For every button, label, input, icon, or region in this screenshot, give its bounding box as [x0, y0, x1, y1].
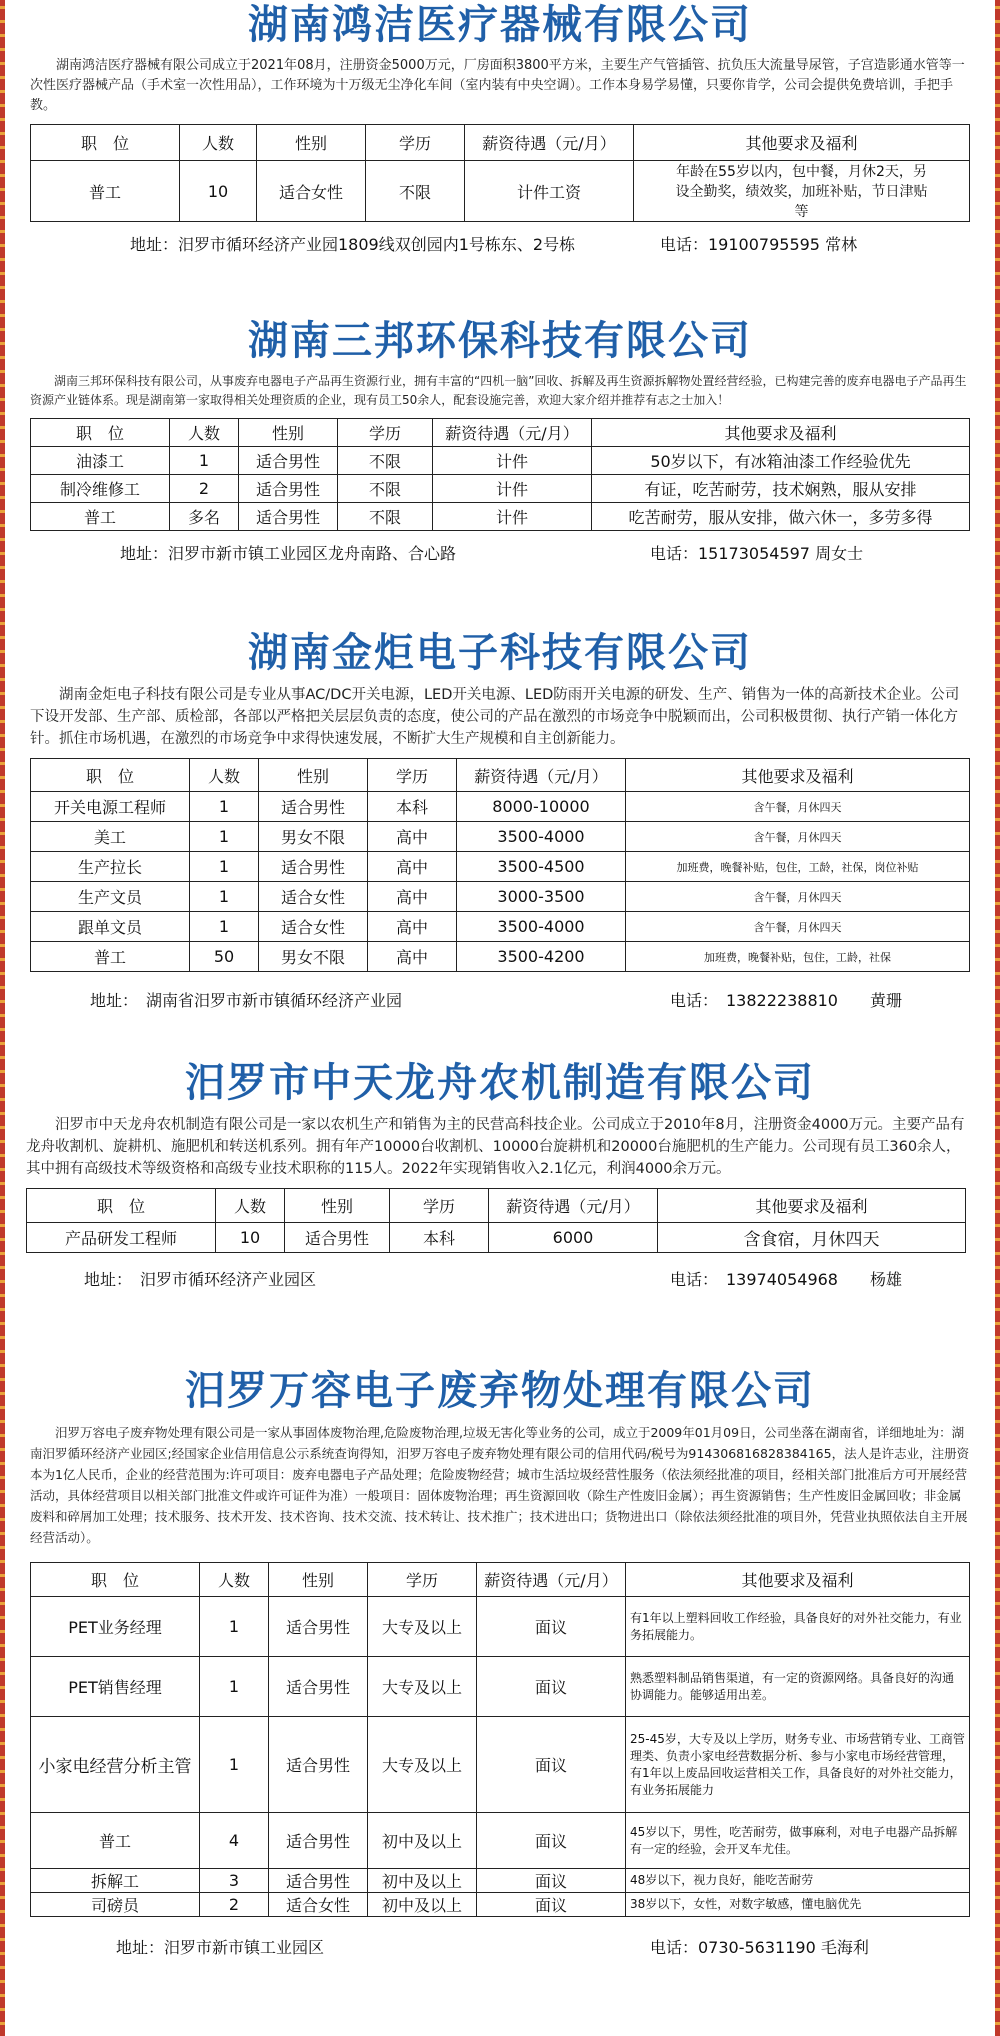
cell-gender: 适合男性: [239, 503, 338, 531]
company-section-4: [20, 1058, 980, 1291]
cell-benefits: 含食宿，月休四天: [658, 1223, 966, 1253]
company-title: 湖南三邦环保科技有限公司: [248, 318, 752, 364]
cell-benefits: 38岁以下，女性，对数字敏感，懂电脑优先: [626, 1893, 970, 1917]
cell-salary: 面议: [477, 1597, 626, 1657]
cell-education: 本科: [368, 792, 457, 822]
cell-education: 不限: [338, 475, 433, 503]
cell-benefits: 熟悉塑料制品销售渠道，有一定的资源网络。具备良好的沟通协调能力。能够适用出差。: [626, 1657, 970, 1717]
col-header-education: 学历: [390, 1189, 489, 1223]
cell-position: 开关电源工程师: [31, 792, 190, 822]
cell-position: 产品研发工程师: [27, 1223, 216, 1253]
address-text: 地址： 汨罗市循环经济产业园区: [84, 1270, 317, 1289]
cell-education: 高中: [368, 822, 457, 852]
table-row: [31, 792, 970, 822]
cell-position: 拆解工: [31, 1869, 200, 1893]
cell-salary: 计件工资: [465, 161, 634, 222]
cell-salary: 计件: [433, 503, 592, 531]
cell-salary: 计件: [433, 447, 592, 475]
cell-education: 初中及以上: [368, 1813, 477, 1869]
cell-position: 小家电经营分析主管: [31, 1717, 200, 1813]
cell-gender: 男女不限: [259, 822, 368, 852]
col-header-education: 学历: [368, 759, 457, 792]
contact-line: [20, 1267, 980, 1291]
col-header-count: 人数: [200, 1563, 269, 1597]
phone-text: 电话： 13974054968 杨雄: [670, 1270, 902, 1289]
cell-position: 普工: [31, 503, 170, 531]
decorative-border-right: [995, 0, 1000, 2036]
cell-count: 50: [190, 942, 259, 972]
col-header-position: 职 位: [31, 1563, 200, 1597]
table-row: [31, 1657, 970, 1717]
cell-position: 油漆工: [31, 447, 170, 475]
cell-gender: 适合男性: [269, 1597, 368, 1657]
company-title: 汨罗市中天龙舟农机制造有限公司: [185, 1060, 815, 1106]
table-row: [31, 882, 970, 912]
table-row: [31, 822, 970, 852]
company-section-1: [20, 0, 980, 256]
table-row: [31, 1893, 970, 1917]
cell-position: 生产文员: [31, 882, 190, 912]
company-intro: 湖南鸿洁医疗器械有限公司成立于2021年08月，注册资金5000万元，厂房面积3800平方米，主要生产气管插管、抗负压大流量导尿管，子宫造影通水管等一次性医疗器械产品（手术室一次性用品），工作环境为十万级无尘净化车间（室内装有中央空调）。工作本身易学易懂，只要你肯学，公司会提供免费培训，手把手教。: [30, 58, 965, 113]
company-section-5: [20, 1366, 980, 1959]
cell-count: 2: [170, 475, 239, 503]
cell-salary: 3000-3500: [457, 882, 626, 912]
cell-education: 初中及以上: [368, 1869, 477, 1893]
cell-position: 普工: [31, 161, 180, 222]
jobs-table: [30, 1562, 970, 1917]
table-row: [31, 503, 970, 531]
cell-position: 司磅员: [31, 1893, 200, 1917]
phone-text: 电话：15173054597 周女士: [650, 544, 864, 563]
cell-benefits: 含午餐，月休四天: [626, 882, 970, 912]
phone-text: 电话： 13822238810 黄珊: [670, 991, 902, 1010]
cell-position: 美工: [31, 822, 190, 852]
jobs-table: [30, 758, 970, 972]
contact-line: [20, 232, 980, 256]
cell-benefits: 有证，吃苦耐劳，技术娴熟，服从安排: [592, 475, 970, 503]
cell-benefits: 加班费，晚餐补贴，包住，工龄，社保: [626, 942, 970, 972]
cell-gender: 适合男性: [269, 1813, 368, 1869]
col-header-salary: 薪资待遇（元/月）: [465, 125, 634, 161]
cell-count: 1: [190, 852, 259, 882]
col-header-gender: 性别: [239, 419, 338, 447]
cell-gender: 适合男性: [259, 792, 368, 822]
cell-count: 10: [180, 161, 257, 222]
col-header-count: 人数: [170, 419, 239, 447]
cell-education: 高中: [368, 882, 457, 912]
cell-benefits: 含午餐，月休四天: [626, 792, 970, 822]
col-header-count: 人数: [190, 759, 259, 792]
cell-salary: 面议: [477, 1893, 626, 1917]
cell-gender: 适合男性: [269, 1869, 368, 1893]
cell-education: 大专及以上: [368, 1717, 477, 1813]
company-intro: 汨罗市中天龙舟农机制造有限公司是一家以农机生产和销售为主的民营高科技企业。公司成立于2010年8月，注册资金4000万元。主要产品有龙舟收割机、旋耕机、施肥机和转送机系列。拥有年产10000台收割机、10000台旋耕机和20000台施肥机的生产能力。公司现有员工360余人，其中拥有高级技术等级资格和高级专业技术职称的115人。2022年实现销售收入2.1亿元，利润4000余万元。: [26, 1117, 965, 1177]
cell-gender: 适合女性: [257, 161, 366, 222]
cell-education: 大专及以上: [368, 1597, 477, 1657]
cell-salary: 面议: [477, 1717, 626, 1813]
company-title: 汨罗万容电子废弃物处理有限公司: [185, 1368, 815, 1414]
address-text: 地址：汨罗市新市镇工业园区: [116, 1938, 325, 1957]
col-header-position: 职 位: [27, 1189, 216, 1223]
col-header-education: 学历: [368, 1563, 477, 1597]
cell-count: 2: [200, 1893, 269, 1917]
jobs-table: [26, 1188, 966, 1253]
cell-education: 本科: [390, 1223, 489, 1253]
cell-education: 大专及以上: [368, 1657, 477, 1717]
cell-benefits: 48岁以下，视力良好，能吃苦耐劳: [626, 1869, 970, 1893]
jobs-table: [30, 124, 970, 222]
cell-position: PET业务经理: [31, 1597, 200, 1657]
cell-salary: 3500-4000: [457, 912, 626, 942]
cell-count: 1: [190, 822, 259, 852]
cell-gender: 适合男性: [239, 447, 338, 475]
cell-salary: 计件: [433, 475, 592, 503]
col-header-count: 人数: [216, 1189, 285, 1223]
cell-salary: 面议: [477, 1657, 626, 1717]
table-row: [31, 475, 970, 503]
cell-position: PET销售经理: [31, 1657, 200, 1717]
table-row: [27, 1223, 966, 1253]
cell-salary: 3500-4200: [457, 942, 626, 972]
cell-salary: 3500-4000: [457, 822, 626, 852]
address-text: 地址：汨罗市新市镇工业园区龙舟南路、合心路: [120, 544, 457, 563]
cell-salary: 3500-4500: [457, 852, 626, 882]
company-intro: 汨罗万容电子废弃物处理有限公司是一家从事固体废物治理,危险废物治理,垃圾无害化等业务的公司，成立于2009年01月09日，公司坐落在湖南省，详细地址为：湖南汨罗循环经济产业园区;经国家企业信用信息公示系统查询得知，汨罗万容电子废弃物处理有限公司的信用代码/税号为914306816828384165，法人是许志业，注册资本为1亿人民币，企业的经营范围为:许可项目：废弃电器电子产品处理；危险废物经营；城市生活垃圾经营性服务（依法须经批准的项目，经相关部门批准后方可开展经营活动，具体经营项目以相关部门批准文件或许可证件为准）一般项目：固体废物治理；再生资源回收（除生产性废旧金属）；再生资源销售；生产性废旧金属回收；非金属废料和碎屑加工处理；技术服务、技术开发、技术咨询、技术交流、技术转让、技术推广；技术进出口；货物进出口（除依法须经批准的项目外，凭营业执照依法自主开展经营活动）。: [30, 1425, 970, 1545]
cell-education: 高中: [368, 942, 457, 972]
cell-benefits: 含午餐，月休四天: [626, 912, 970, 942]
company-section-2: [20, 316, 980, 565]
cell-benefits: 含午餐，月休四天: [626, 822, 970, 852]
col-header-salary: 薪资待遇（元/月）: [433, 419, 592, 447]
col-header-benefits: 其他要求及福利: [626, 1563, 970, 1597]
col-header-benefits: 其他要求及福利: [626, 759, 970, 792]
cell-benefits: 25-45岁，大专及以上学历，财务专业、市场营销专业、工商管理类、负责小家电经营数据分析、参与小家电市场经营管理，有1年以上废品回收运营相关工作，具备良好的对外社交能力，有业务拓展能力: [626, 1717, 970, 1813]
cell-benefits: 有1年以上塑料回收工作经验，具备良好的对外社交能力，有业务拓展能力。: [626, 1597, 970, 1657]
cell-education: 高中: [368, 912, 457, 942]
cell-position: 普工: [31, 1813, 200, 1869]
cell-benefits: 加班费，晚餐补贴，包住，工龄，社保，岗位补贴: [626, 852, 970, 882]
col-header-benefits: 其他要求及福利: [634, 125, 970, 161]
cell-count: 1: [190, 912, 259, 942]
col-header-gender: 性别: [269, 1563, 368, 1597]
cell-count: 1: [190, 882, 259, 912]
cell-gender: 适合女性: [269, 1893, 368, 1917]
cell-position: 跟单文员: [31, 912, 190, 942]
col-header-gender: 性别: [285, 1189, 390, 1223]
cell-count: 多名: [170, 503, 239, 531]
contact-line: [20, 1935, 980, 1959]
table-row: [31, 1869, 970, 1893]
col-header-salary: 薪资待遇（元/月）: [489, 1189, 658, 1223]
cell-gender: 适合男性: [269, 1657, 368, 1717]
col-header-count: 人数: [180, 125, 257, 161]
col-header-position: 职 位: [31, 419, 170, 447]
cell-education: 不限: [366, 161, 465, 222]
address-text: 地址： 湖南省汨罗市新市镇循环经济产业园: [90, 991, 403, 1010]
col-header-education: 学历: [338, 419, 433, 447]
table-row: [31, 447, 970, 475]
cell-count: 1: [170, 447, 239, 475]
table-row: [31, 852, 970, 882]
company-section-3: [20, 628, 980, 1012]
cell-salary: 面议: [477, 1869, 626, 1893]
cell-education: 不限: [338, 503, 433, 531]
cell-benefits: 45岁以下，男性，吃苦耐劳，做事麻利，对电子电器产品拆解有一定的经验，会开叉车尤佳。: [626, 1813, 970, 1869]
cell-count: 1: [200, 1657, 269, 1717]
table-row: [31, 161, 970, 222]
cell-position: 生产拉长: [31, 852, 190, 882]
table-row: [31, 912, 970, 942]
cell-gender: 适合男性: [285, 1223, 390, 1253]
cell-gender: 适合女性: [259, 912, 368, 942]
company-title: 湖南金炬电子科技有限公司: [248, 630, 752, 676]
col-header-salary: 薪资待遇（元/月）: [477, 1563, 626, 1597]
cell-gender: 适合男性: [269, 1717, 368, 1813]
table-row: [31, 1597, 970, 1657]
cell-count: 1: [200, 1717, 269, 1813]
decorative-border-left: [0, 0, 5, 2036]
cell-position: 制冷维修工: [31, 475, 170, 503]
col-header-salary: 薪资待遇（元/月）: [457, 759, 626, 792]
company-intro: 湖南金炬电子科技有限公司是专业从事AC/DC开关电源，LED开关电源、LED防雨开关电源的研发、生产、销售为一体的高新技术企业。公司下设开发部、生产部、质检部，各部以严格把关层层负责的态度，使公司的产品在激烈的市场竞争中脱颖而出，公司积极贯彻、执行产销一体化方针。抓住市场机遇，在激烈的市场竞争中求得快速发展，不断扩大生产规模和自主创新能力。: [30, 687, 960, 747]
cell-gender: 男女不限: [259, 942, 368, 972]
col-header-gender: 性别: [259, 759, 368, 792]
col-header-education: 学历: [366, 125, 465, 161]
phone-text: 电话：19100795595 常林: [660, 235, 858, 254]
cell-count: 10: [216, 1223, 285, 1253]
cell-benefits: 吃苦耐劳，服从安排，做六休一，多劳多得: [592, 503, 970, 531]
cell-salary: 8000-10000: [457, 792, 626, 822]
contact-line: [20, 541, 980, 565]
cell-count: 3: [200, 1869, 269, 1893]
cell-gender: 适合男性: [239, 475, 338, 503]
jobs-table: [30, 418, 970, 531]
col-header-benefits: 其他要求及福利: [592, 419, 970, 447]
cell-gender: 适合女性: [259, 882, 368, 912]
cell-benefits: 年龄在55岁以内，包中餐，月休2天，另设全勤奖，绩效奖，加班补贴，节日津贴等: [634, 161, 970, 222]
cell-count: 1: [200, 1597, 269, 1657]
contact-line: [20, 988, 980, 1012]
col-header-position: 职 位: [31, 125, 180, 161]
col-header-gender: 性别: [257, 125, 366, 161]
table-row: [31, 1813, 970, 1869]
cell-education: 初中及以上: [368, 1893, 477, 1917]
table-row: [31, 1717, 970, 1813]
cell-count: 4: [200, 1813, 269, 1869]
cell-salary: 面议: [477, 1813, 626, 1869]
cell-salary: 6000: [489, 1223, 658, 1253]
cell-education: 不限: [338, 447, 433, 475]
cell-education: 高中: [368, 852, 457, 882]
cell-benefits: 50岁以下，有冰箱油漆工作经验优先: [592, 447, 970, 475]
phone-text: 电话：0730-5631190 毛海利: [650, 1938, 869, 1957]
cell-position: 普工: [31, 942, 190, 972]
col-header-position: 职 位: [31, 759, 190, 792]
address-text: 地址：汨罗市循环经济产业园1809线双创园内1号栋东、2号栋: [130, 235, 576, 254]
company-intro: 湖南三邦环保科技有限公司，从事废弃电器电子产品再生资源行业，拥有丰富的“四机一脑”回收、拆解及再生资源拆解物处置经营经验，已构建完善的废弃电器电子产品再生资源产业链体系。现是湖南第一家取得相关处理资质的企业，现有员工50余人，配套设施完善，欢迎大家介绍并推荐有志之士加入！: [30, 374, 967, 407]
cell-count: 1: [190, 792, 259, 822]
col-header-benefits: 其他要求及福利: [658, 1189, 966, 1223]
cell-gender: 适合男性: [259, 852, 368, 882]
table-row: [31, 942, 970, 972]
company-title: 湖南鸿洁医疗器械有限公司: [248, 2, 752, 48]
